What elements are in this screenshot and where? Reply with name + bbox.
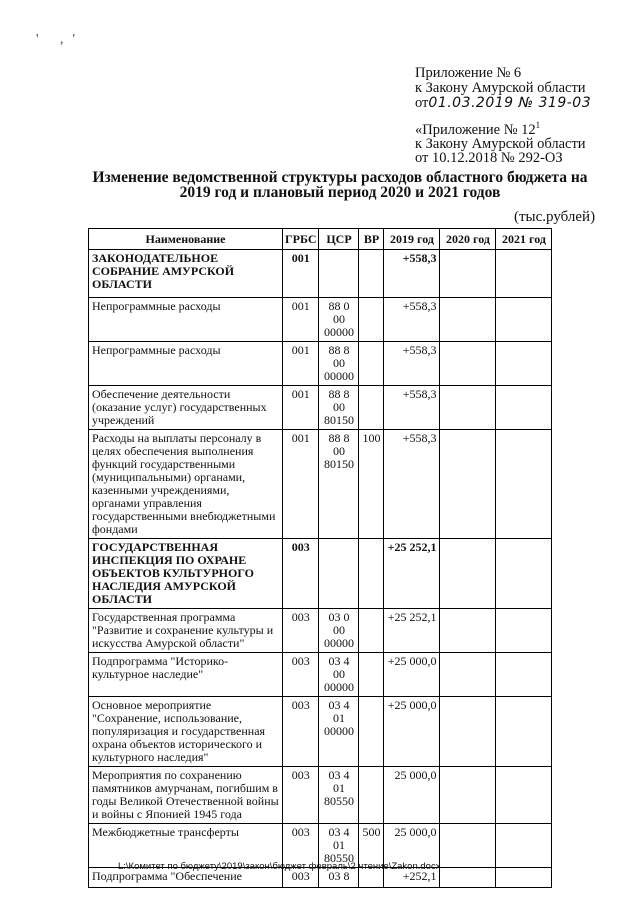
appendix-law: к Закону Амурской области xyxy=(415,80,586,96)
row-name: Основное мероприятие "Сохранение, использование, популяризация и государственная охрана объектов исторического и культурного наследия" xyxy=(89,697,283,767)
row-grbs: 001 xyxy=(283,430,319,539)
row-vr: 100 xyxy=(359,430,384,539)
row-csr xyxy=(319,250,359,298)
row-2021 xyxy=(496,697,552,767)
row-2019: +558,3 xyxy=(384,342,440,386)
row-csr: 88 8 00 00000 xyxy=(319,342,359,386)
header-grbs: ГРБС xyxy=(283,229,319,250)
prev-appendix-number: «Приложение № $12^1$ xyxy=(415,120,541,138)
row-2019: +558,3 xyxy=(384,386,440,430)
row-csr: 88 0 00 00000 xyxy=(319,298,359,342)
appendix-date xyxy=(415,96,591,111)
row-grbs: 003 xyxy=(283,697,319,767)
row-grbs: 003 xyxy=(283,653,319,697)
file-path-footer: L:\Комитет по бюджету\2019\закон\бюджет февраль\2 чтение\Zakon.docx xyxy=(118,861,441,872)
row-name: Расходы на выплаты персоналу в целях обеспечения выполнения функций государственными (муниципальными) органами, казенными учреждениями, органами управления государственными внебюджетными фондами xyxy=(89,430,283,539)
row-name: ЗАКОНОДАТЕЛЬНОЕ СОБРАНИЕ АМУРСКОЙ ОБЛАСТИ xyxy=(89,250,283,298)
appendix-header xyxy=(415,66,591,111)
row-name: Обеспечение деятельности (оказание услуг) государственных учреждений xyxy=(89,386,283,430)
row-vr xyxy=(359,250,384,298)
row-name: Непрограммные расходы xyxy=(89,342,283,386)
table-row xyxy=(89,767,552,824)
row-grbs: 003 xyxy=(283,868,319,888)
row-2020 xyxy=(440,298,496,342)
row-2021 xyxy=(496,342,552,386)
row-2021 xyxy=(496,298,552,342)
row-2019: +25 000,0 xyxy=(384,653,440,697)
row-grbs: 003 xyxy=(283,539,319,609)
table-row xyxy=(89,697,552,767)
table-row xyxy=(89,653,552,697)
table-row xyxy=(89,386,552,430)
document-title xyxy=(60,170,620,200)
row-2020 xyxy=(440,767,496,824)
row-csr: 03 4 01 00000 xyxy=(319,697,359,767)
row-grbs: 001 xyxy=(283,342,319,386)
row-2021 xyxy=(496,386,552,430)
header-name: Наименование xyxy=(89,229,283,250)
scan-specks: ' ,' xyxy=(36,32,85,47)
row-grbs: 001 xyxy=(283,250,319,298)
previous-appendix-header xyxy=(415,118,586,165)
row-csr: 88 8 00 80150 xyxy=(319,386,359,430)
row-2019: 25 000,0 xyxy=(384,767,440,824)
row-csr: 88 8 00 80150 xyxy=(319,430,359,539)
prev-appendix-date: от 10.12.2018 № 292-ОЗ xyxy=(415,149,563,166)
row-name: Государственная программа "Развитие и сохранение культуры и искусства Амурской области" xyxy=(89,609,283,653)
row-name: Подпрограмма "Обеспечение xyxy=(89,868,283,888)
header-2020: 2020 год xyxy=(440,229,496,250)
row-2020 xyxy=(440,250,496,298)
appendix-number: Приложение № 6 xyxy=(415,65,522,81)
row-name: Непрограммные расходы xyxy=(89,298,283,342)
row-grbs: 001 xyxy=(283,386,319,430)
table-row xyxy=(89,430,552,539)
row-2021 xyxy=(496,653,552,697)
units-label: (тыс.рублей) xyxy=(514,209,596,225)
row-vr xyxy=(359,653,384,697)
row-name: Межбюджетные трансферты xyxy=(89,824,283,868)
appendix-date-prefix: от xyxy=(415,95,429,111)
row-2021 xyxy=(496,609,552,653)
row-csr: 03 8 xyxy=(319,868,359,888)
title-line-1: Изменение ведомственной структуры расходов областного бюджета на xyxy=(92,169,588,186)
row-vr xyxy=(359,386,384,430)
row-2019: +25 252,1 xyxy=(384,609,440,653)
row-2020 xyxy=(440,386,496,430)
row-2021 xyxy=(496,767,552,824)
row-vr xyxy=(359,767,384,824)
table-header-row xyxy=(89,229,552,250)
row-2020 xyxy=(440,609,496,653)
row-2020 xyxy=(440,342,496,386)
row-vr xyxy=(359,609,384,653)
row-2019: +252,1 xyxy=(384,868,440,888)
row-csr: 03 0 00 00000 xyxy=(319,609,359,653)
row-csr xyxy=(319,539,359,609)
row-2021 xyxy=(496,539,552,609)
table-row xyxy=(89,250,552,298)
row-2021 xyxy=(496,824,552,868)
row-2020 xyxy=(440,653,496,697)
header-vr: ВР xyxy=(359,229,384,250)
row-vr: 500 xyxy=(359,824,384,868)
title-line-2: 2019 год и плановый период 2020 и 2021 годов xyxy=(179,184,501,201)
row-csr: 03 4 01 80550 xyxy=(319,824,359,868)
table-row xyxy=(89,609,552,653)
row-csr: 03 4 01 80550 xyxy=(319,767,359,824)
row-grbs: 001 xyxy=(283,298,319,342)
prev-appendix-law: к Закону Амурской области xyxy=(415,135,586,152)
row-vr xyxy=(359,342,384,386)
row-name: Подпрограмма "Историко-культурное наследие" xyxy=(89,653,283,697)
row-2019: 25 000,0 xyxy=(384,824,440,868)
header-2021: 2021 год xyxy=(496,229,552,250)
table-row xyxy=(89,298,552,342)
header-2019: 2019 год xyxy=(384,229,440,250)
row-2019: +558,3 xyxy=(384,298,440,342)
row-csr: 03 4 00 00000 xyxy=(319,653,359,697)
row-name: ГОСУДАРСТВЕННАЯ ИНСПЕКЦИЯ ПО ОХРАНЕ ОБЪЕКТОВ КУЛЬТУРНОГО НАСЛЕДИЯ АМУРСКОЙ ОБЛАСТИ xyxy=(89,539,283,609)
row-2021 xyxy=(496,250,552,298)
row-2021 xyxy=(496,868,552,888)
row-grbs: 003 xyxy=(283,609,319,653)
row-name: Мероприятия по сохранению памятников амурчанам, погибшим в годы Великой Отечественной войны и войны с Японией 1945 года xyxy=(89,767,283,824)
row-2021 xyxy=(496,430,552,539)
row-grbs: 003 xyxy=(283,767,319,824)
row-2020 xyxy=(440,539,496,609)
table-row xyxy=(89,342,552,386)
row-2020 xyxy=(440,824,496,868)
header-csr: ЦСР xyxy=(319,229,359,250)
table-row xyxy=(89,539,552,609)
row-vr xyxy=(359,539,384,609)
row-2020 xyxy=(440,430,496,539)
expenditure-table xyxy=(88,228,552,888)
row-2020 xyxy=(440,697,496,767)
row-vr xyxy=(359,697,384,767)
handwritten-date: 01.03.2019 № 319-03 xyxy=(428,95,592,111)
row-2019: +558,3 xyxy=(384,430,440,539)
row-grbs: 003 xyxy=(283,824,319,868)
row-2020 xyxy=(440,868,496,888)
row-2019: +25 252,1 xyxy=(384,539,440,609)
row-2019: +558,3 xyxy=(384,250,440,298)
row-2019: +25 000,0 xyxy=(384,697,440,767)
row-vr xyxy=(359,298,384,342)
